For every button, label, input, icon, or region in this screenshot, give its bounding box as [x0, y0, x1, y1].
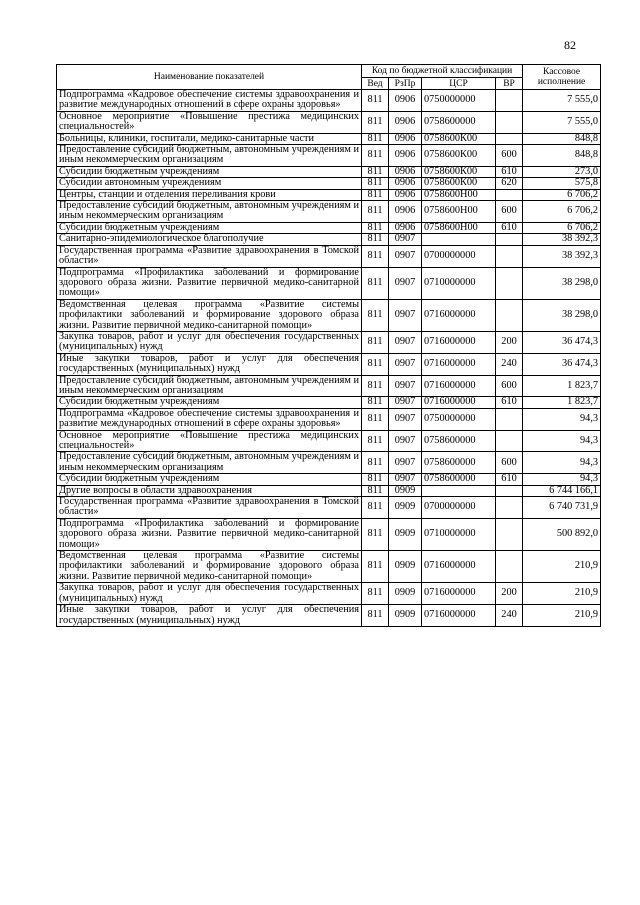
cell-amount: 94,3	[523, 474, 601, 485]
cell-ved: 811	[362, 485, 389, 496]
cell-name: Подпрограмма «Кадровое обеспечение системы здравоохранения и развитие международных отношений в сфере охраны здоровья»	[57, 408, 362, 430]
cell-name: Иные закупки товаров, работ и услуг для обеспечения государственных (муниципальных) нужд	[57, 353, 362, 375]
cell-name: Центры, станции и отделения переливания крови	[57, 189, 362, 200]
cell-ved: 811	[362, 518, 389, 550]
cell-rzpr: 0906	[389, 111, 422, 133]
table-row	[57, 111, 601, 133]
table-row	[57, 583, 601, 605]
cell-amount: 7 555,0	[523, 90, 601, 112]
cell-rzpr: 0907	[389, 267, 422, 299]
cell-amount: 500 892,0	[523, 518, 601, 550]
cell-rzpr: 0907	[389, 331, 422, 353]
table-row	[57, 452, 601, 474]
cell-ved: 811	[362, 267, 389, 299]
cell-csr: 0700000000	[422, 245, 496, 267]
cell-amount: 6 740 731,9	[523, 497, 601, 519]
cell-rzpr: 0909	[389, 605, 422, 627]
cell-rzpr: 0907	[389, 474, 422, 485]
cell-csr: 0716000000	[422, 331, 496, 353]
cell-rzpr: 0907	[389, 408, 422, 430]
cell-ved: 811	[362, 430, 389, 452]
cell-csr: 0758600000	[422, 430, 496, 452]
cell-amount: 38 298,0	[523, 267, 601, 299]
header-ved: Вед	[362, 78, 389, 90]
cell-csr: 0750000000	[422, 408, 496, 430]
cell-rzpr: 0906	[389, 133, 422, 144]
cell-ved: 811	[362, 331, 389, 353]
cell-name: Субсидии бюджетным учреждениям	[57, 397, 362, 408]
cell-name: Предоставление субсидий бюджетным, автономным учреждениям и иным некоммерческим организациям	[57, 201, 362, 223]
page-number: 82	[564, 38, 576, 52]
cell-csr: 0710000000	[422, 518, 496, 550]
cell-csr: 0700000000	[422, 497, 496, 519]
budget-execution-table	[56, 64, 601, 627]
cell-csr	[422, 485, 496, 496]
cell-vr	[496, 133, 523, 144]
cell-vr	[496, 267, 523, 299]
table-row	[57, 267, 601, 299]
cell-ved: 811	[362, 234, 389, 245]
cell-rzpr: 0909	[389, 497, 422, 519]
cell-vr	[496, 408, 523, 430]
cell-ved: 811	[362, 245, 389, 267]
table-row	[57, 145, 601, 167]
cell-amount: 273,0	[523, 166, 601, 177]
cell-ved: 811	[362, 474, 389, 485]
cell-csr: 0758600Н00	[422, 201, 496, 223]
header-execution: Кассовое исполнение	[523, 65, 601, 90]
cell-name: Иные закупки товаров, работ и услуг для обеспечения государственных (муниципальных) нужд	[57, 605, 362, 627]
table-row	[57, 375, 601, 397]
cell-name: Государственная программа «Развитие здравоохранения в Томской области»	[57, 245, 362, 267]
table-row	[57, 430, 601, 452]
cell-rzpr: 0909	[389, 551, 422, 583]
cell-rzpr: 0907	[389, 452, 422, 474]
cell-csr: 0750000000	[422, 90, 496, 112]
cell-vr: 200	[496, 583, 523, 605]
cell-name: Ведомственная целевая программа «Развитие системы профилактики заболеваний и формирование здорового образа жизни. Развитие первичной медико-санитарной помощи»	[57, 299, 362, 331]
cell-rzpr: 0907	[389, 234, 422, 245]
cell-rzpr: 0906	[389, 178, 422, 189]
cell-vr	[496, 299, 523, 331]
table-row	[57, 201, 601, 223]
cell-vr	[496, 189, 523, 200]
table-row	[57, 518, 601, 550]
cell-vr: 200	[496, 331, 523, 353]
cell-rzpr: 0907	[389, 375, 422, 397]
cell-csr: 0758600000	[422, 452, 496, 474]
cell-vr: 600	[496, 452, 523, 474]
cell-rzpr: 0907	[389, 353, 422, 375]
cell-rzpr: 0909	[389, 485, 422, 496]
cell-amount: 94,3	[523, 452, 601, 474]
cell-vr: 620	[496, 178, 523, 189]
cell-vr	[496, 111, 523, 133]
cell-vr: 600	[496, 201, 523, 223]
cell-amount: 848,8	[523, 133, 601, 144]
cell-vr: 610	[496, 166, 523, 177]
cell-name: Больницы, клиники, госпитали, медико-санитарные части	[57, 133, 362, 144]
cell-name: Санитарно-эпидемиологическое благополучие	[57, 234, 362, 245]
cell-amount: 36 474,3	[523, 353, 601, 375]
table-row	[57, 222, 601, 233]
cell-csr: 0758600Н00	[422, 222, 496, 233]
cell-amount: 38 392,3	[523, 245, 601, 267]
cell-amount: 94,3	[523, 430, 601, 452]
cell-amount: 1 823,7	[523, 397, 601, 408]
table-row	[57, 397, 601, 408]
cell-name: Субсидии бюджетным учреждениям	[57, 474, 362, 485]
cell-vr	[496, 430, 523, 452]
cell-vr	[496, 497, 523, 519]
cell-csr	[422, 234, 496, 245]
cell-rzpr: 0907	[389, 299, 422, 331]
cell-csr: 0716000000	[422, 605, 496, 627]
cell-vr: 240	[496, 353, 523, 375]
table-row	[57, 331, 601, 353]
table-row	[57, 474, 601, 485]
cell-vr: 600	[496, 145, 523, 167]
cell-ved: 811	[362, 166, 389, 177]
cell-amount: 6 706,2	[523, 201, 601, 223]
cell-csr: 0758600Н00	[422, 189, 496, 200]
cell-rzpr: 0906	[389, 166, 422, 177]
cell-rzpr: 0907	[389, 245, 422, 267]
cell-amount: 94,3	[523, 408, 601, 430]
table-row	[57, 166, 601, 177]
table-row	[57, 178, 601, 189]
cell-rzpr: 0909	[389, 583, 422, 605]
cell-name: Закупка товаров, работ и услуг для обеспечения государственных (муниципальных) нужд	[57, 583, 362, 605]
cell-amount: 210,9	[523, 583, 601, 605]
table-row	[57, 497, 601, 519]
cell-ved: 811	[362, 605, 389, 627]
header-code-group: Код по бюджетной классификации	[362, 65, 523, 78]
cell-csr: 0758600К00	[422, 178, 496, 189]
cell-name: Закупка товаров, работ и услуг для обеспечения государственных (муниципальных) нужд	[57, 331, 362, 353]
cell-csr: 0758600К00	[422, 133, 496, 144]
cell-vr: 610	[496, 474, 523, 485]
cell-ved: 811	[362, 299, 389, 331]
header-rzpr: РзПр	[389, 78, 422, 90]
cell-csr: 0758600К00	[422, 166, 496, 177]
cell-csr: 0716000000	[422, 583, 496, 605]
cell-csr: 0716000000	[422, 299, 496, 331]
cell-name: Субсидии бюджетным учреждениям	[57, 166, 362, 177]
cell-name: Субсидии автономным учреждениям	[57, 178, 362, 189]
table-row	[57, 133, 601, 144]
cell-amount: 38 392,3	[523, 234, 601, 245]
cell-rzpr: 0906	[389, 201, 422, 223]
cell-vr: 610	[496, 222, 523, 233]
cell-name: Другие вопросы в области здравоохранения	[57, 485, 362, 496]
table-row	[57, 299, 601, 331]
cell-ved: 811	[362, 375, 389, 397]
cell-name: Государственная программа «Развитие здравоохранения в Томской области»	[57, 497, 362, 519]
cell-amount: 6 744 166,1	[523, 485, 601, 496]
cell-ved: 811	[362, 583, 389, 605]
cell-name: Подпрограмма «Профилактика заболеваний и формирование здорового образа жизни. Развитие первичной медико-санитарной помощи»	[57, 518, 362, 550]
cell-csr: 0716000000	[422, 397, 496, 408]
cell-vr: 610	[496, 397, 523, 408]
cell-csr: 0716000000	[422, 375, 496, 397]
cell-vr	[496, 234, 523, 245]
table-row	[57, 234, 601, 245]
cell-vr	[496, 90, 523, 112]
table-row	[57, 90, 601, 112]
cell-amount: 1 823,7	[523, 375, 601, 397]
cell-name: Основное мероприятие «Повышение престижа медицинских специальностей»	[57, 430, 362, 452]
table-row	[57, 485, 601, 496]
cell-vr: 600	[496, 375, 523, 397]
cell-vr	[496, 518, 523, 550]
table-row	[57, 189, 601, 200]
cell-csr: 0716000000	[422, 551, 496, 583]
cell-name: Предоставление субсидий бюджетным, автономным учреждениям и иным некоммерческим организациям	[57, 452, 362, 474]
cell-name: Предоставление субсидий бюджетным, автономным учреждениям и иным некоммерческим организациям	[57, 375, 362, 397]
cell-ved: 811	[362, 452, 389, 474]
cell-amount: 575,8	[523, 178, 601, 189]
cell-ved: 811	[362, 353, 389, 375]
table-body	[57, 90, 601, 627]
cell-rzpr: 0907	[389, 397, 422, 408]
cell-ved: 811	[362, 497, 389, 519]
cell-amount: 6 706,2	[523, 222, 601, 233]
cell-name: Подпрограмма «Кадровое обеспечение системы здравоохранения и развитие международных отношений в сфере охраны здоровья»	[57, 90, 362, 112]
cell-ved: 811	[362, 145, 389, 167]
cell-csr: 0716000000	[422, 353, 496, 375]
table-row	[57, 551, 601, 583]
table-row	[57, 353, 601, 375]
cell-name: Ведомственная целевая программа «Развитие системы профилактики заболеваний и формирование здорового образа жизни. Развитие первичной медико-санитарной помощи»	[57, 551, 362, 583]
header-name: Наименование показателей	[57, 65, 362, 90]
cell-ved: 811	[362, 408, 389, 430]
table-row	[57, 245, 601, 267]
cell-csr: 0758600000	[422, 111, 496, 133]
cell-rzpr: 0906	[389, 90, 422, 112]
header-vr: ВР	[496, 78, 523, 90]
cell-name: Субсидии бюджетным учреждениям	[57, 222, 362, 233]
cell-rzpr: 0907	[389, 430, 422, 452]
cell-name: Основное мероприятие «Повышение престижа медицинских специальностей»	[57, 111, 362, 133]
cell-name: Предоставление субсидий бюджетным, автономным учреждениям и иным некоммерческим организациям	[57, 145, 362, 167]
cell-ved: 811	[362, 397, 389, 408]
cell-ved: 811	[362, 178, 389, 189]
cell-vr: 240	[496, 605, 523, 627]
cell-amount: 38 298,0	[523, 299, 601, 331]
cell-ved: 811	[362, 111, 389, 133]
cell-amount: 210,9	[523, 551, 601, 583]
cell-amount: 7 555,0	[523, 111, 601, 133]
cell-vr	[496, 245, 523, 267]
cell-ved: 811	[362, 189, 389, 200]
cell-ved: 811	[362, 90, 389, 112]
cell-amount: 210,9	[523, 605, 601, 627]
cell-amount: 36 474,3	[523, 331, 601, 353]
cell-rzpr: 0909	[389, 518, 422, 550]
cell-name: Подпрограмма «Профилактика заболеваний и формирование здорового образа жизни. Развитие первичной медико-санитарной помощи»	[57, 267, 362, 299]
cell-rzpr: 0906	[389, 222, 422, 233]
table-row	[57, 605, 601, 627]
cell-vr	[496, 551, 523, 583]
cell-amount: 848,8	[523, 145, 601, 167]
cell-rzpr: 0906	[389, 189, 422, 200]
cell-ved: 811	[362, 201, 389, 223]
table-row	[57, 408, 601, 430]
cell-ved: 811	[362, 551, 389, 583]
cell-ved: 811	[362, 222, 389, 233]
cell-csr: 0710000000	[422, 267, 496, 299]
cell-csr: 0758600К00	[422, 145, 496, 167]
cell-vr	[496, 485, 523, 496]
cell-ved: 811	[362, 133, 389, 144]
header-csr: ЦСР	[422, 78, 496, 90]
cell-csr: 0758600000	[422, 474, 496, 485]
cell-amount: 6 706,2	[523, 189, 601, 200]
cell-rzpr: 0906	[389, 145, 422, 167]
